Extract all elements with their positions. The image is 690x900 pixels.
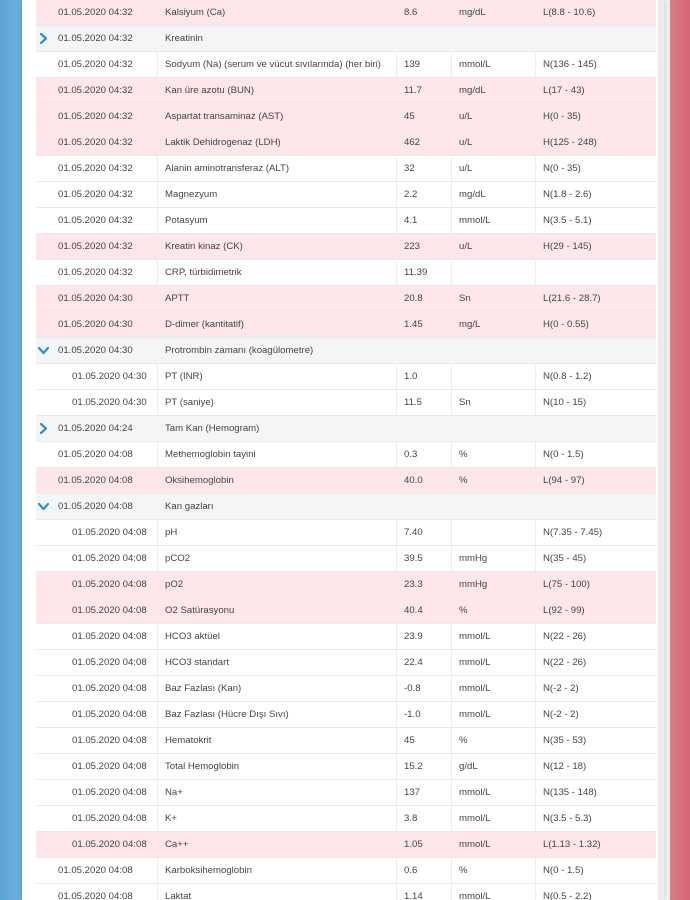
table-row xyxy=(36,650,656,676)
row-reference-range: N(3.5 - 5.1) xyxy=(543,215,592,226)
row-reference-range: H(29 - 145) xyxy=(543,241,592,252)
row-value: 11.39 xyxy=(404,267,428,278)
row-reference-range: N(0.5 - 2.2) xyxy=(543,891,592,900)
row-reference-range: L(17 - 43) xyxy=(543,85,585,96)
row-unit: mg/dL xyxy=(459,189,486,200)
row-value: -0.8 xyxy=(404,683,421,694)
row-unit: % xyxy=(459,735,468,746)
row-toggle xyxy=(36,104,56,129)
row-toggle xyxy=(36,520,56,545)
row-unit: mg/dL xyxy=(459,85,486,96)
row-test-name: Ca++ xyxy=(165,839,189,850)
row-value: 2.2 xyxy=(404,189,418,200)
table-row xyxy=(36,884,656,900)
row-reference-range: N(1.8 - 2.6) xyxy=(543,189,592,200)
row-date: 01.05.2020 04:08 xyxy=(72,761,147,772)
table-row xyxy=(36,234,656,260)
row-toggle xyxy=(36,468,56,493)
row-reference-range xyxy=(543,260,653,285)
row-toggle xyxy=(36,0,56,25)
row-test-name: O2 Satürasyonu xyxy=(165,605,235,616)
row-value: 223 xyxy=(404,241,421,252)
chevron-down-icon[interactable] xyxy=(38,345,49,356)
row-value: 23.3 xyxy=(404,579,423,590)
row-toggle[interactable] xyxy=(36,494,56,519)
row-unit: mmHg xyxy=(459,579,488,590)
row-test-name: PT (INR) xyxy=(165,371,203,382)
row-date: 01.05.2020 04:32 xyxy=(58,111,133,122)
row-value: 15.2 xyxy=(404,761,423,772)
row-date: 01.05.2020 04:08 xyxy=(72,787,147,798)
row-test-name: PT (saniye) xyxy=(165,397,214,408)
row-toggle xyxy=(36,260,56,285)
row-reference-range: L(1.13 - 1.32) xyxy=(543,839,601,850)
row-reference-range: L(94 - 97) xyxy=(543,475,585,486)
row-unit: mmHg xyxy=(459,553,488,564)
row-toggle xyxy=(36,78,56,103)
row-toggle xyxy=(36,676,56,701)
row-toggle xyxy=(36,546,56,571)
row-toggle xyxy=(36,208,56,233)
row-date: 01.05.2020 04:24 xyxy=(58,423,133,434)
row-test-name: Protrombin zamanı (koagülometre) xyxy=(165,345,314,356)
row-date: 01.05.2020 04:32 xyxy=(58,33,133,44)
row-test-name: Kalsiyum (Ca) xyxy=(165,7,226,18)
row-date: 01.05.2020 04:08 xyxy=(72,605,147,616)
row-toggle xyxy=(36,312,56,337)
row-test-name: Kreatin kinaz (CK) xyxy=(165,241,243,252)
row-toggle xyxy=(36,156,56,181)
row-value: 40.4 xyxy=(404,605,423,616)
row-unit: Sn xyxy=(459,397,471,408)
row-unit xyxy=(459,338,537,363)
table-row xyxy=(36,0,656,26)
row-unit: % xyxy=(459,865,468,876)
table-row xyxy=(36,676,656,702)
row-value: 1.45 xyxy=(404,319,423,330)
row-reference-range: N(0 - 35) xyxy=(543,163,581,174)
row-unit: mg/dL xyxy=(459,7,486,18)
row-value: 3.8 xyxy=(404,813,418,824)
group-row[interactable] xyxy=(36,338,656,364)
row-test-name: HCO3 standart xyxy=(165,657,229,668)
row-date: 01.05.2020 04:08 xyxy=(72,631,147,642)
row-value: 39.5 xyxy=(404,553,423,564)
row-test-name: pO2 xyxy=(165,579,184,590)
row-value: 7.40 xyxy=(404,527,423,538)
table-row xyxy=(36,156,656,182)
row-date: 01.05.2020 04:30 xyxy=(72,371,147,382)
row-date: 01.05.2020 04:08 xyxy=(58,891,133,900)
table-row xyxy=(36,546,656,572)
row-date: 01.05.2020 04:08 xyxy=(58,449,133,460)
row-test-name: pH xyxy=(165,527,178,538)
row-test-name: Magnezyum xyxy=(165,189,218,200)
row-unit: % xyxy=(459,449,468,460)
row-value: 45 xyxy=(404,735,415,746)
row-value: 139 xyxy=(404,59,421,70)
row-value: 137 xyxy=(404,787,421,798)
row-date: 01.05.2020 04:08 xyxy=(72,839,147,850)
row-value: 4.1 xyxy=(404,215,418,226)
row-test-name: Baz Fazlası (Kan) xyxy=(165,683,242,694)
row-value: 40.0 xyxy=(404,475,423,486)
row-test-name: APTT xyxy=(165,293,190,304)
row-reference-range: N(-2 - 2) xyxy=(543,709,579,720)
row-toggle xyxy=(36,182,56,207)
row-toggle xyxy=(36,858,56,883)
row-unit: u/L xyxy=(459,111,473,122)
row-toggle xyxy=(36,234,56,259)
row-reference-range: N(0.8 - 1.2) xyxy=(543,371,592,382)
row-test-name: Alanin aminotransferaz (ALT) xyxy=(165,163,290,174)
table-row xyxy=(36,572,656,598)
row-date: 01.05.2020 04:08 xyxy=(58,865,133,876)
row-date: 01.05.2020 04:08 xyxy=(72,813,147,824)
row-reference-range: H(0 - 0.55) xyxy=(543,319,589,330)
row-reference-range: N(0 - 1.5) xyxy=(543,865,584,876)
scrollbar[interactable] xyxy=(658,0,664,900)
row-reference-range xyxy=(543,338,653,363)
row-test-name: K+ xyxy=(165,813,178,824)
row-reference-range: N(136 - 145) xyxy=(543,59,597,70)
row-date: 01.05.2020 04:32 xyxy=(58,267,133,278)
table-row xyxy=(36,858,656,884)
row-unit: % xyxy=(459,605,468,616)
row-toggle xyxy=(36,780,56,805)
row-value: 45 xyxy=(404,111,415,122)
row-date: 01.05.2020 04:08 xyxy=(58,475,133,486)
chevron-right-icon[interactable] xyxy=(38,423,49,434)
row-toggle[interactable] xyxy=(36,338,56,363)
row-test-name: Na+ xyxy=(165,787,183,798)
row-unit xyxy=(459,26,537,51)
row-unit xyxy=(459,364,537,389)
row-test-name: Laktat xyxy=(165,891,192,900)
row-date: 01.05.2020 04:32 xyxy=(58,85,133,96)
row-date: 01.05.2020 04:08 xyxy=(72,553,147,564)
row-toggle xyxy=(36,832,56,857)
row-value: 20.8 xyxy=(404,293,423,304)
row-unit: u/L xyxy=(459,163,473,174)
row-reference-range: L(75 - 100) xyxy=(543,579,590,590)
row-unit: mmol/L xyxy=(459,709,491,720)
table-row xyxy=(36,728,656,754)
row-date: 01.05.2020 04:08 xyxy=(72,579,147,590)
row-date: 01.05.2020 04:32 xyxy=(58,241,133,252)
row-test-name: Baz Fazlası (Hücre Dışı Sıvı) xyxy=(165,709,289,720)
row-unit: mg/L xyxy=(459,319,481,330)
row-unit: mmol/L xyxy=(459,215,491,226)
table-row xyxy=(36,364,656,390)
row-unit: mmol/L xyxy=(459,787,491,798)
row-unit xyxy=(459,416,537,441)
table-row xyxy=(36,286,656,312)
row-reference-range: L(92 - 99) xyxy=(543,605,585,616)
row-test-name: Sodyum (Na) (serum ve vücut sıvılarında) (her biri) xyxy=(165,59,381,70)
row-unit: u/L xyxy=(459,137,473,148)
table-row xyxy=(36,702,656,728)
row-value xyxy=(404,416,454,441)
row-test-name: Oksihemoglobin xyxy=(165,475,234,486)
row-unit: Sn xyxy=(459,293,471,304)
row-date: 01.05.2020 04:32 xyxy=(58,137,133,148)
row-unit xyxy=(459,260,537,285)
row-reference-range: N(22 - 26) xyxy=(543,657,587,668)
row-toggle xyxy=(36,442,56,467)
row-value: -1.0 xyxy=(404,709,421,720)
row-unit: mmol/L xyxy=(459,59,491,70)
row-date: 01.05.2020 04:08 xyxy=(72,657,147,668)
row-value: 22.4 xyxy=(404,657,423,668)
table-row xyxy=(36,442,656,468)
row-value: 1.14 xyxy=(404,891,423,900)
row-toggle xyxy=(36,390,56,415)
row-unit: u/L xyxy=(459,241,473,252)
row-date: 01.05.2020 04:32 xyxy=(58,7,133,18)
row-reference-range: N(12 - 18) xyxy=(543,761,587,772)
group-row[interactable] xyxy=(36,26,656,52)
row-test-name: Kreatinin xyxy=(165,33,203,44)
row-toggle xyxy=(36,650,56,675)
table-row xyxy=(36,104,656,130)
table-row xyxy=(36,806,656,832)
group-row[interactable] xyxy=(36,494,656,520)
row-test-name: Tam Kan (Hemogram) xyxy=(165,423,260,434)
row-value: 23.9 xyxy=(404,631,423,642)
row-reference-range: H(125 - 248) xyxy=(543,137,597,148)
table-row xyxy=(36,624,656,650)
table-row xyxy=(36,520,656,546)
row-reference-range: N(22 - 26) xyxy=(543,631,587,642)
row-value: 11.7 xyxy=(404,85,422,96)
row-reference-range: N(-2 - 2) xyxy=(543,683,579,694)
row-unit xyxy=(459,494,537,519)
row-toggle xyxy=(36,52,56,77)
row-toggle xyxy=(36,130,56,155)
row-reference-range xyxy=(543,416,653,441)
row-toggle xyxy=(36,286,56,311)
row-test-name: D-dimer (kantitatif) xyxy=(165,319,244,330)
table-row xyxy=(36,130,656,156)
table-row xyxy=(36,754,656,780)
row-test-name: Hematokrit xyxy=(165,735,212,746)
table-row xyxy=(36,468,656,494)
row-toggle xyxy=(36,364,56,389)
table-row xyxy=(36,390,656,416)
row-value: 8.6 xyxy=(404,7,418,18)
row-value xyxy=(404,494,454,519)
row-date: 01.05.2020 04:30 xyxy=(72,397,147,408)
row-test-name: pCO2 xyxy=(165,553,191,564)
row-value: 462 xyxy=(404,137,421,148)
table-row xyxy=(36,208,656,234)
row-reference-range: L(21.6 - 28.7) xyxy=(543,293,601,304)
row-unit: mmol/L xyxy=(459,839,491,850)
row-date: 01.05.2020 04:32 xyxy=(58,215,133,226)
row-reference-range: L(8.8 - 10.6) xyxy=(543,7,596,18)
row-unit: mmol/L xyxy=(459,813,491,824)
row-test-name: CRP, türbidimetrik xyxy=(165,267,242,278)
row-unit: mmol/L xyxy=(459,657,491,668)
row-value xyxy=(404,26,454,51)
row-test-name: Aspartat transaminaz (AST) xyxy=(165,111,284,122)
row-test-name: Methemoglobin tayini xyxy=(165,449,256,460)
row-toggle xyxy=(36,598,56,623)
row-date: 01.05.2020 04:08 xyxy=(72,683,147,694)
table-row xyxy=(36,260,656,286)
row-toggle[interactable] xyxy=(36,26,56,51)
table-row xyxy=(36,598,656,624)
row-reference-range: N(0 - 1.5) xyxy=(543,449,584,460)
row-date: 01.05.2020 04:32 xyxy=(58,163,133,174)
row-toggle xyxy=(36,728,56,753)
row-toggle xyxy=(36,884,56,900)
row-unit: mmol/L xyxy=(459,631,491,642)
table-row xyxy=(36,832,656,858)
row-test-name: Kan gazları xyxy=(165,501,214,512)
row-test-name: Kan üre azotu (BUN) xyxy=(165,85,255,96)
chevron-down-icon[interactable] xyxy=(38,501,49,512)
row-reference-range: H(0 - 35) xyxy=(543,111,581,122)
row-unit xyxy=(459,520,537,545)
lab-results-panel xyxy=(22,0,664,900)
row-reference-range: N(7.35 - 7.45) xyxy=(543,527,603,538)
row-date: 01.05.2020 04:30 xyxy=(58,293,133,304)
row-date: 01.05.2020 04:08 xyxy=(72,709,147,720)
group-row[interactable] xyxy=(36,416,656,442)
row-toggle[interactable] xyxy=(36,416,56,441)
table-row xyxy=(36,182,656,208)
row-date: 01.05.2020 04:30 xyxy=(58,319,133,330)
row-value: 32 xyxy=(404,163,415,174)
row-value: 1.05 xyxy=(404,839,423,850)
chevron-right-icon[interactable] xyxy=(38,33,49,44)
table-row xyxy=(36,780,656,806)
row-reference-range: N(3.5 - 5.3) xyxy=(543,813,592,824)
row-date: 01.05.2020 04:08 xyxy=(72,527,147,538)
row-value: 1.0 xyxy=(404,371,418,382)
row-reference-range xyxy=(543,494,653,519)
row-toggle xyxy=(36,806,56,831)
row-unit: mmol/L xyxy=(459,891,491,900)
row-value: 0.3 xyxy=(404,449,418,460)
row-date: 01.05.2020 04:32 xyxy=(58,59,133,70)
row-test-name: Karboksihemoglobin xyxy=(165,865,252,876)
row-test-name: Laktik Dehidrogenaz (LDH) xyxy=(165,137,281,148)
lab-results-table xyxy=(36,0,656,900)
row-test-name: Total Hemoglobin xyxy=(165,761,240,772)
row-toggle xyxy=(36,572,56,597)
row-reference-range: N(135 - 148) xyxy=(543,787,597,798)
row-value: 0.6 xyxy=(404,865,418,876)
row-value: 11.5 xyxy=(404,397,422,408)
row-date: 01.05.2020 04:08 xyxy=(72,735,147,746)
row-unit: % xyxy=(459,475,468,486)
row-test-name: HCO3 aktüel xyxy=(165,631,220,642)
table-row xyxy=(36,52,656,78)
row-test-name: Potasyum xyxy=(165,215,208,226)
row-date: 01.05.2020 04:08 xyxy=(58,501,133,512)
row-reference-range: N(35 - 45) xyxy=(543,553,587,564)
row-toggle xyxy=(36,702,56,727)
table-row xyxy=(36,78,656,104)
row-toggle xyxy=(36,754,56,779)
table-row xyxy=(36,312,656,338)
row-date: 01.05.2020 04:30 xyxy=(58,345,133,356)
row-reference-range xyxy=(543,26,653,51)
row-date: 01.05.2020 04:32 xyxy=(58,189,133,200)
row-unit: mmol/L xyxy=(459,683,491,694)
row-reference-range: N(10 - 15) xyxy=(543,397,587,408)
row-value xyxy=(404,338,454,363)
row-reference-range: N(35 - 53) xyxy=(543,735,587,746)
row-unit: g/dL xyxy=(459,761,478,772)
row-toggle xyxy=(36,624,56,649)
